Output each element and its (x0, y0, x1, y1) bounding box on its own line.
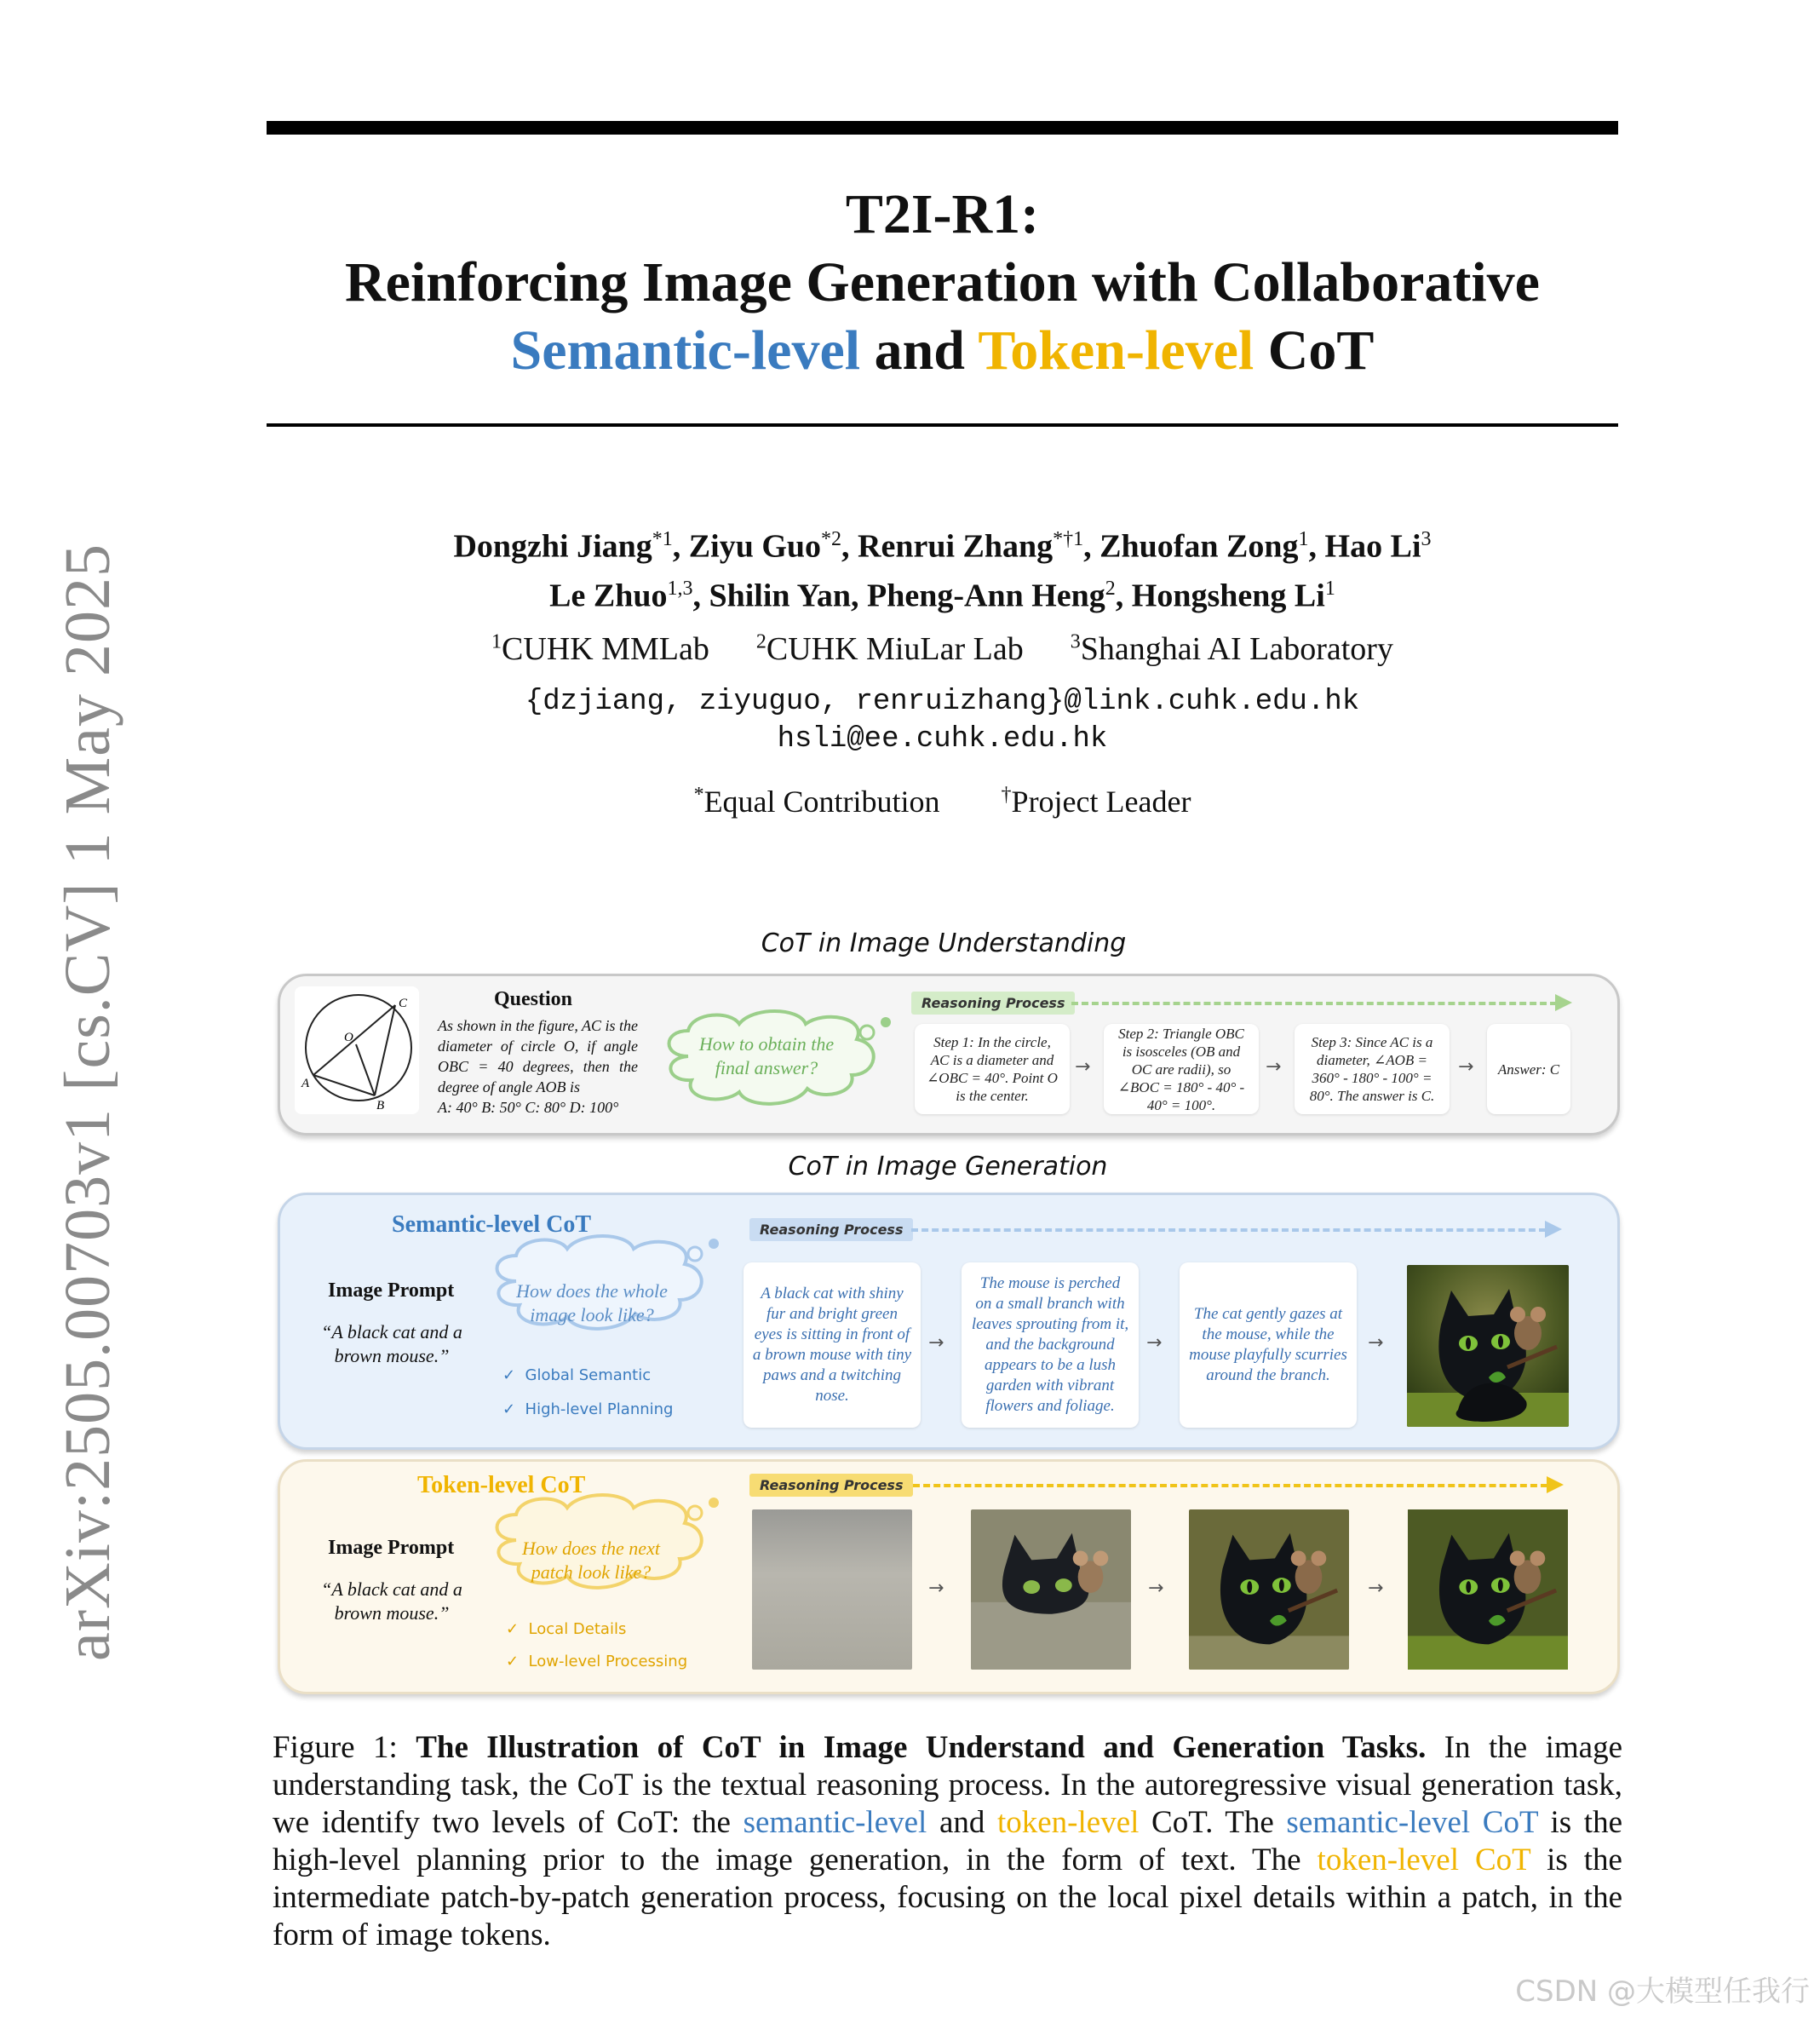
author-affiliation-marker: *2 (821, 528, 842, 550)
author-affiliation-marker: 1 (1298, 528, 1309, 550)
heading-generation: CoT in Image Generation (788, 1152, 1108, 1181)
reasoning-pill-token: Reasoning Process (749, 1474, 913, 1497)
title-and: and (860, 319, 979, 382)
project-leader-note: †Project Leader (1001, 784, 1191, 819)
author-name: Pheng-Ann Heng (867, 578, 1105, 614)
author-name: Renrui Zhang (858, 528, 1054, 565)
title-line-2: Reinforcing Image Generation with Collaborative (345, 251, 1540, 313)
caption-token-level-cot: token-level CoT (1317, 1843, 1531, 1877)
title-token-level: Token-level (978, 319, 1254, 382)
token-step-image-1 (752, 1509, 912, 1670)
caption-semantic-level: semantic-level (743, 1805, 927, 1840)
question-text: As shown in the figure, AC is the diameter of circle O, if angle OBC = 40 degrees, then the degree of angle AOB is A: 40° B: 50° C: 80° D: 100° (438, 1017, 639, 1116)
arrow-right: → (1458, 1056, 1474, 1078)
token-step-image-4 (1407, 1509, 1569, 1670)
token-check-1: ✓ Local Details (506, 1620, 627, 1638)
reasoning-step-2: Step 2: Triangle OBC is isosceles (OB and OC are radii), so ∠BOC = 180° - 40° - 40° = 100°. (1104, 1024, 1259, 1114)
reasoning-pill-understanding: Reasoning Process (911, 992, 1075, 1015)
dashed-arrow-semantic (911, 1228, 1546, 1232)
arrow-right: → (1368, 1578, 1384, 1599)
dashed-arrow-understanding (1071, 1002, 1557, 1005)
author-affiliation-marker: 1 (1324, 578, 1335, 600)
arrow-right: → (1146, 1332, 1163, 1354)
geometry-figure (295, 986, 419, 1114)
caption-bold-title: The Illustration of CoT in Image Understand and Generation Tasks. (416, 1730, 1427, 1765)
affiliations (267, 630, 1618, 668)
affiliation: $^3$Shanghai AI Laboratory (1070, 630, 1393, 667)
title-cot: CoT (1254, 319, 1375, 382)
arrowhead-semantic (1545, 1221, 1562, 1238)
arrow-right: → (1148, 1578, 1164, 1599)
generated-cat-mouse-image (1407, 1265, 1569, 1427)
arxiv-identifier: arXiv:2505.00703v1 [cs.CV] 1 May 2025 (52, 543, 123, 1661)
author-name: Hao Li (1324, 528, 1421, 565)
cloud-text-token: How does the next patch look like? (522, 1538, 660, 1583)
semantic-step-2: The mouse is perched on a small branch with leaves sprouting from it, and the background appears to be a lush garden with vibrant flowers and foliage. (962, 1262, 1139, 1428)
arrowhead-token (1547, 1476, 1564, 1493)
author-name: Le Zhuo (549, 578, 668, 614)
author-affiliation-marker: 2 (1105, 578, 1116, 600)
figure-caption: Figure 1: The Illustration of CoT in Image Understand and Generation Tasks. In the image understanding task, the CoT is the textual reasoning process. In the autoregressive visual generation task, we identify two levels of CoT: the semantic-level and token-level CoT. The semantic-level CoT is the high-level planning prior to the image generation, in the form of text. The token-level CoT is the intermediate patch-by-patch generation process, focusing on the local pixel details within a patch, in the form of image tokens. (273, 1730, 1623, 1952)
equal-contribution-note: *Equal Contribution (693, 784, 940, 819)
reasoning-step-3: Step 3: Since AC is a diameter, ∠AOB = 360° - 180° - 100° = 80°. The answer is C. (1295, 1024, 1450, 1114)
author-name: Dongzhi Jiang (453, 528, 652, 565)
heading-understanding: CoT in Image Understanding (761, 929, 1127, 958)
arrow-right: → (1075, 1056, 1091, 1078)
cloud-text-understanding: How to obtain the final answer? (698, 1033, 835, 1078)
title-line-3 (267, 317, 1618, 385)
caption-semantic-level-cot: semantic-level CoT (1286, 1805, 1538, 1840)
svg-text:A: A (301, 1077, 310, 1090)
semantic-prompt-title: Image Prompt (328, 1279, 455, 1302)
author-name: Zhuofan Zong (1099, 528, 1299, 565)
semantic-check-2: ✓ High-level Planning (502, 1400, 674, 1418)
author-name: Hongsheng Li (1131, 578, 1325, 614)
author-line-2: Le Zhuo$^{1,3}$, Shilin Yan, Pheng-Ann Heng$^2$, Hongsheng Li$^1$ (549, 578, 1335, 614)
semantic-check-1: ✓ Global Semantic (502, 1366, 652, 1384)
arrow-right: → (1368, 1332, 1384, 1354)
circle-diagram (295, 986, 419, 1114)
svg-text:B: B (376, 1099, 385, 1112)
title-line-1: T2I-R1: (845, 183, 1040, 245)
csdn-watermark: CSDN @大模型任我行 (1515, 1975, 1810, 2009)
token-level-title: Token-level CoT (417, 1472, 586, 1498)
question-title: Question (494, 988, 573, 1010)
reasoning-step-1: Step 1: In the circle, AC is a diameter and ∠OBC = 40°. Point O is the center. (915, 1024, 1070, 1114)
contribution-notes (267, 784, 1618, 819)
question-options: A: 40° B: 50° C: 80° D: 100° (438, 1099, 619, 1116)
title-top-rule (267, 121, 1618, 135)
author-name: Shilin Yan (709, 578, 852, 614)
email-line-1[interactable]: {dzjiang, ziyuguo, renruizhang}@link.cuhk.edu.hk (525, 686, 1360, 718)
arrow-right: → (928, 1578, 944, 1599)
svg-text:C: C (399, 997, 408, 1010)
arrow-right: → (928, 1332, 944, 1354)
author-name: Ziyu Guo (688, 528, 822, 565)
title-bottom-rule (267, 423, 1618, 427)
author-affiliation-marker: 3 (1421, 528, 1432, 550)
author-affiliation-marker: *†1 (1053, 528, 1084, 550)
token-check-2: ✓ Low-level Processing (506, 1653, 688, 1670)
affiliation: $^2$CUHK MiuLar Lab (755, 630, 1024, 667)
semantic-step-3: The cat gently gazes at the mouse, while the mouse playfully scurries around the branch. (1180, 1262, 1357, 1428)
dashed-arrow-token (913, 1484, 1547, 1487)
title-semantic-level: Semantic-level (510, 319, 861, 382)
caption-label: Figure 1: (273, 1730, 416, 1765)
token-prompt-title: Image Prompt (328, 1537, 455, 1559)
arrow-right: → (1266, 1056, 1282, 1078)
semantic-prompt-text: “A black cat and a brown mouse.” (321, 1321, 462, 1366)
token-step-image-3 (1189, 1509, 1349, 1670)
caption-token-level: token-level (996, 1805, 1140, 1840)
email-line-2[interactable]: hsli@ee.cuhk.edu.hk (777, 723, 1108, 756)
author-affiliation-marker: *1 (652, 528, 673, 550)
author-line-1: Dongzhi Jiang$^{*1}$, Ziyu Guo$^{*2}$, Renrui Zhang$^{*\dagger 1}$, Zhuofan Zong$^1$, Hao Li$^3$ (453, 528, 1432, 565)
cloud-text-semantic: How does the whole image look like? (516, 1280, 668, 1325)
reasoning-pill-semantic: Reasoning Process (749, 1218, 913, 1241)
token-step-image-2 (971, 1509, 1131, 1670)
semantic-step-1: A black cat with shiny fur and bright green eyes is sitting in front of a brown mouse with tiny paws and a twitching nose. (744, 1262, 921, 1428)
reasoning-answer: Answer: C (1487, 1024, 1570, 1114)
svg-text:O: O (344, 1031, 353, 1044)
author-affiliation-marker: 1,3 (667, 578, 693, 600)
arrowhead-understanding (1555, 994, 1572, 1011)
token-prompt-text: “A black cat and a brown mouse.” (321, 1578, 462, 1624)
affiliation: $^1$CUHK MMLab (491, 630, 709, 667)
semantic-level-title: Semantic-level CoT (392, 1211, 592, 1238)
